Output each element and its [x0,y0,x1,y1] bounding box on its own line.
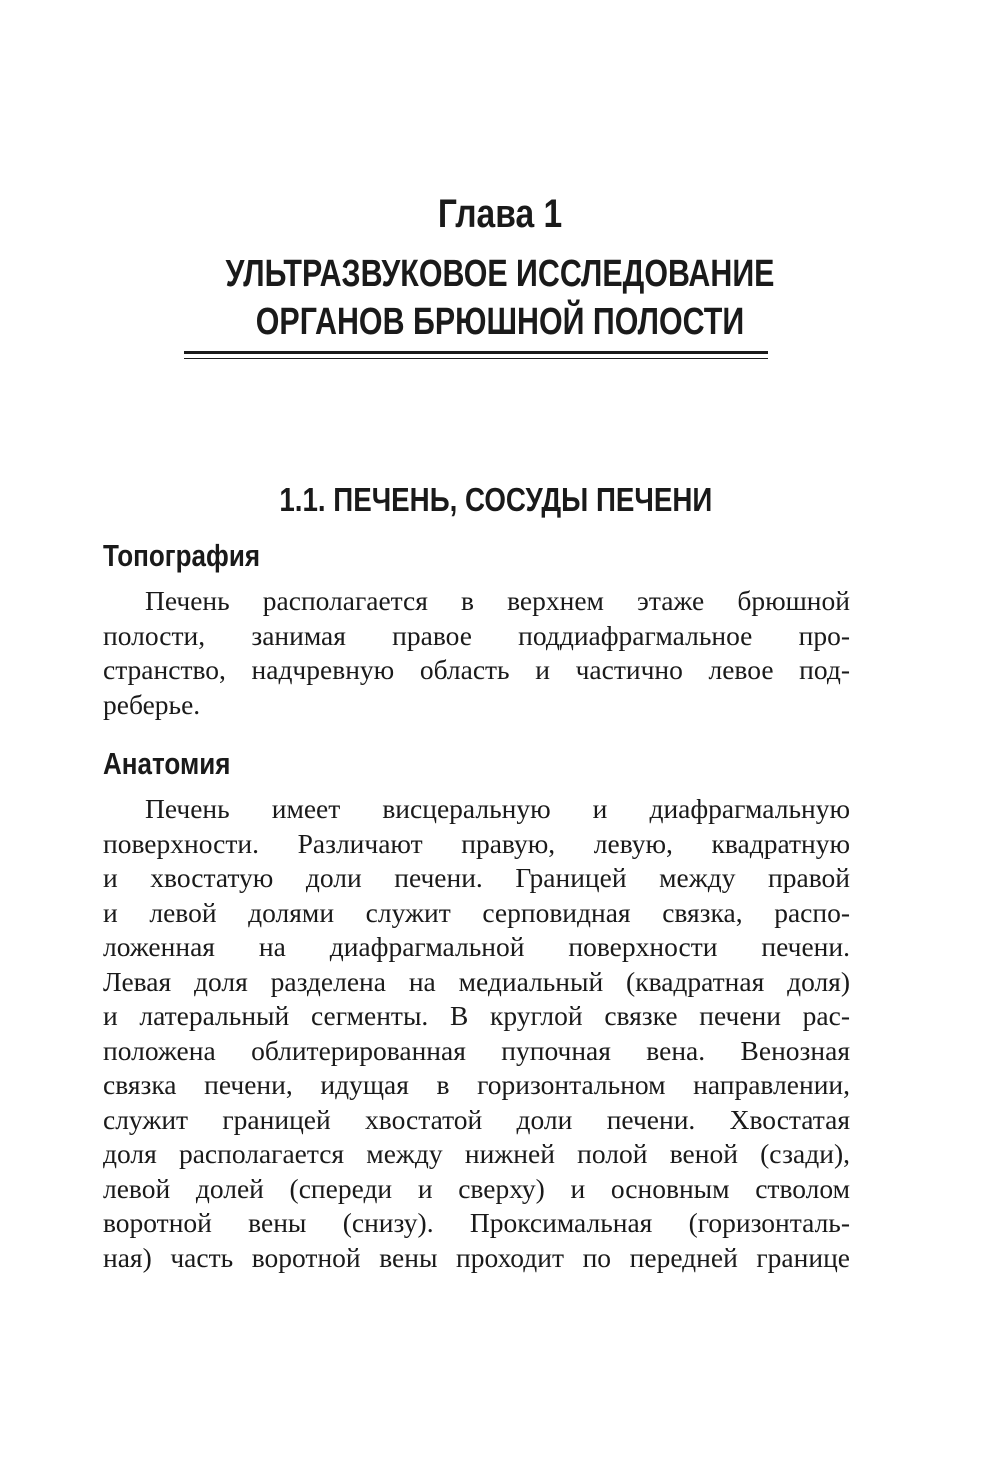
topography-line: реберье. [103,688,201,720]
anatomy-line: поверхности. Различают правую, левую, квадратную [103,827,850,859]
anatomy-line: Печень имеет висцеральную и диафрагмальную [145,793,850,824]
chapter-title-line-2: ОРГАНОВ БРЮШНОЙ ПОЛОСТИ [255,301,745,343]
anatomy-line: служит границей хвостатой доли печени. Хвостатая [103,1103,850,1135]
anatomy-line: левой долей (спереди и сверху) и основным стволом [103,1172,850,1204]
anatomy-paragraph [103,792,850,1275]
anatomy-line: и латеральный сегменты. В круглой связке печени рас- [103,1000,850,1031]
anatomy-line: воротной вены (снизу). Проксимальная (горизонталь- [103,1207,850,1238]
anatomy-line: положена облитерированная пупочная вена. Венозная [103,1034,850,1066]
topography-line: Печень располагается в верхнем этаже брюшной [145,585,850,616]
chapter-divider-thin [184,358,768,359]
topography-heading: Топография [103,538,261,573]
chapter-title-line-1: УЛЬТРАЗВУКОВОЕ ИССЛЕДОВАНИЕ [225,253,775,295]
anatomy-heading: Анатомия [103,746,231,781]
anatomy-line: Левая доля разделена на медиальный (квадратная доля) [103,965,850,997]
chapter-label: Глава 1 [437,192,563,236]
topography-paragraph [103,584,850,722]
section-title: 1.1. ПЕЧЕНЬ, СОСУДЫ ПЕЧЕНИ [279,481,713,518]
anatomy-line: ложенная на диафрагмальной поверхности печени. [103,931,850,962]
anatomy-line: связка печени, идущая в горизонтальном направлении, [103,1069,850,1100]
anatomy-line: ная) часть воротной вены проходит по передней границе [103,1241,850,1273]
anatomy-line: и левой долями служит серповидная связка, распо- [103,896,850,928]
topography-line: полости, занимая правое поддиафрагмальное про- [103,619,850,651]
topography-line: странство, надчревную область и частично левое под- [103,654,850,685]
anatomy-line: и хвостатую доли печени. Границей между правой [103,862,850,893]
chapter-title [100,250,900,346]
chapter-divider-thick [184,351,768,354]
anatomy-line: доля располагается между нижней полой веной (сзади), [103,1138,850,1169]
